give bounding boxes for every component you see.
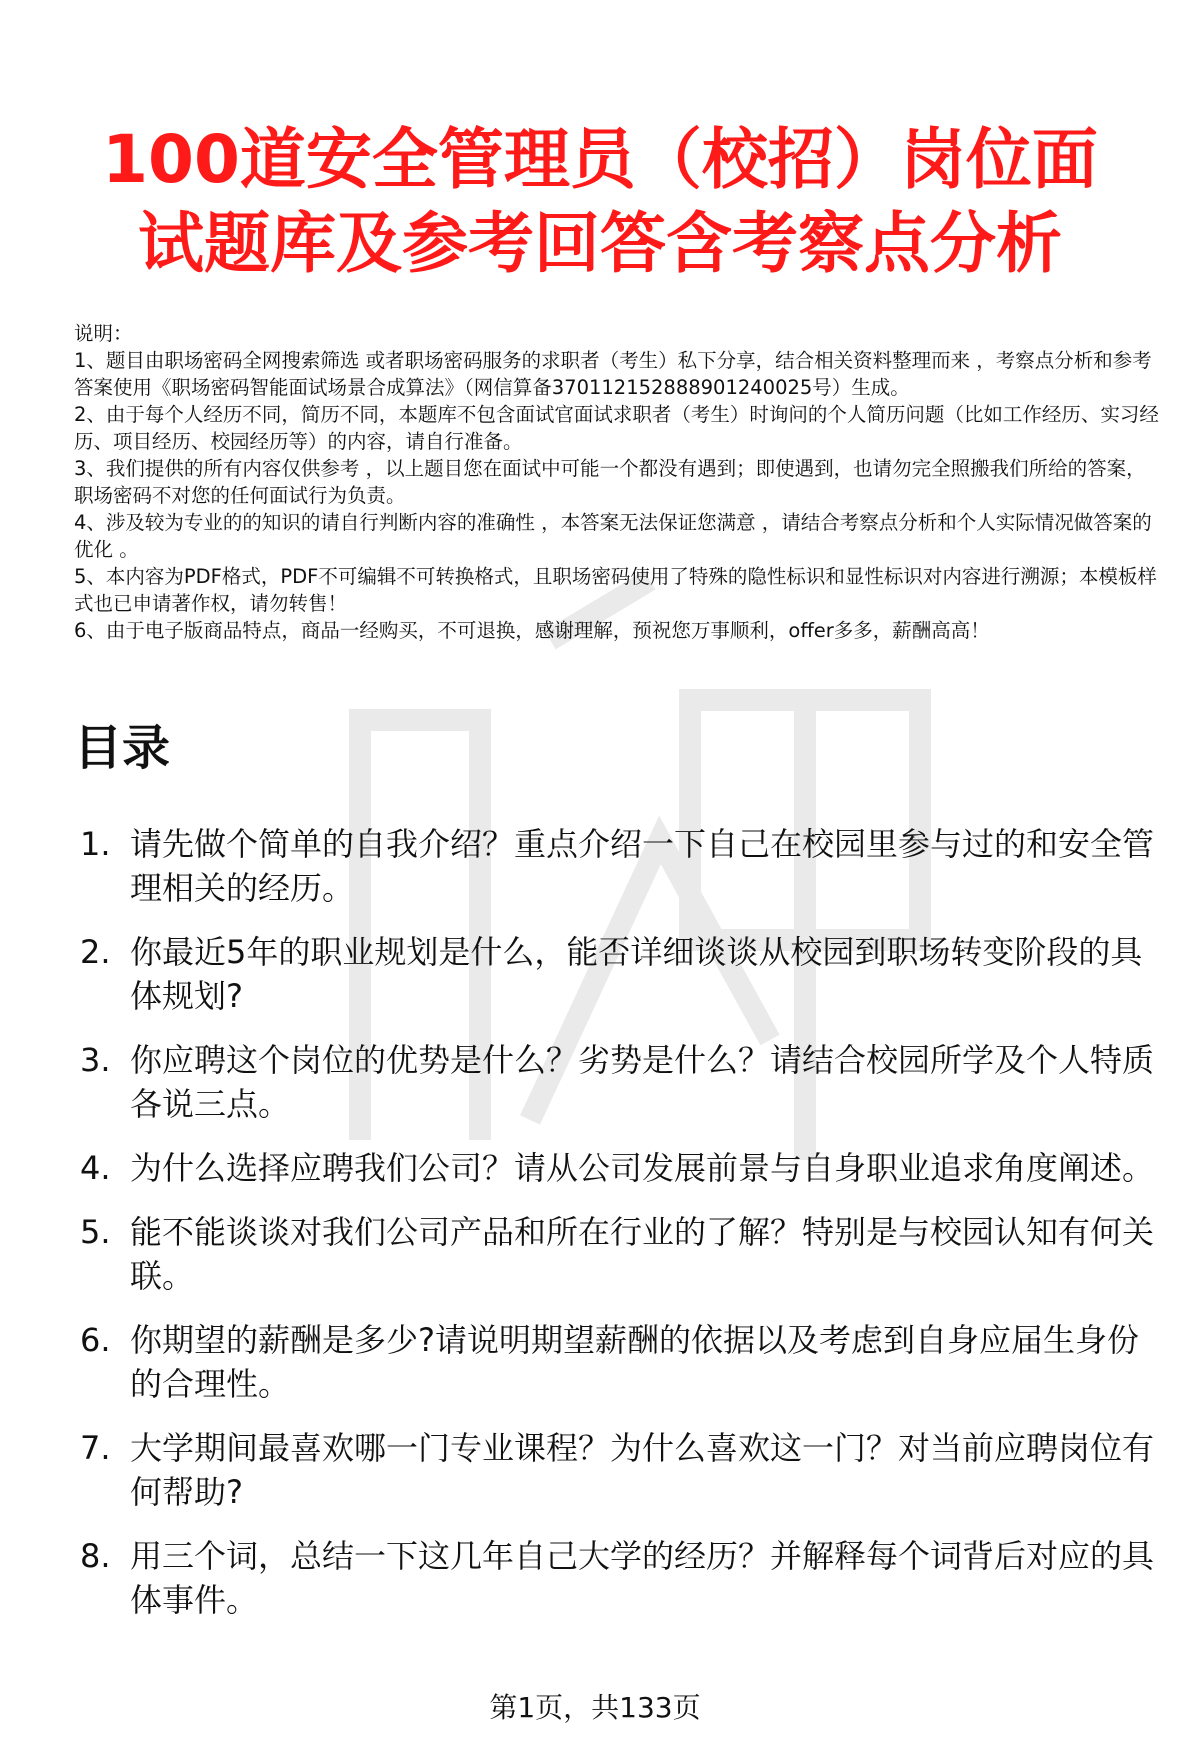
notes-heading: 说明：	[74, 322, 133, 345]
note-item: 1、题目由职场密码全网搜索筛选 或者职场密码服务的求职者（考生）私下分享，结合相关资料整理而来 ，考察点分析和参考答案使用《职场密码智能面试场景合成算法》（网信算备370112152888901240025号）生成。	[74, 349, 1152, 399]
toc-item-number: 1.	[80, 825, 111, 863]
toc-item[interactable]	[74, 1534, 1164, 1622]
toc-item[interactable]	[74, 930, 1164, 1018]
toc-item-text: 你应聘这个岗位的优势是什么？劣势是什么？请结合校园所学及个人特质各说三点。	[130, 1041, 1155, 1123]
toc-item-text: 能不能谈谈对我们公司产品和所在行业的了解？特别是与校园认知有何关联。	[130, 1213, 1155, 1295]
note-item: 3、我们提供的所有内容仅供参考 ，以上题目您在面试中可能一个都没有遇到；即使遇到，也请勿完全照搬我们所给的答案，职场密码不对您的任何面试行为负责。	[74, 457, 1146, 507]
toc-item[interactable]	[74, 1210, 1164, 1298]
toc-item-text: 大学期间最喜欢哪一门专业课程？为什么喜欢这一门？对当前应聘岗位有何帮助?	[130, 1429, 1155, 1511]
toc-item-text: 你期望的薪酬是多少?请说明期望薪酬的依据以及考虑到自身应届生身份的合理性。	[130, 1321, 1139, 1403]
toc-item-text: 为什么选择应聘我们公司？请从公司发展前景与自身职业追求角度阐述。	[130, 1149, 1155, 1187]
toc-item-text: 用三个词，总结一下这几年自己大学的经历？并解释每个词背后对应的具体事件。	[130, 1537, 1155, 1619]
toc-item[interactable]	[74, 822, 1164, 910]
page-number-footer: 第1页，共133页	[489, 1691, 701, 1724]
toc-item-number: 2.	[80, 933, 111, 971]
toc-heading: 目录	[74, 720, 171, 776]
note-item: 2、由于每个人经历不同，简历不同，本题库不包含面试官面试求职者（考生）时询问的个人简历问题（比如工作经历、实习经历、项目经历、校园经历等）的内容，请自行准备。	[74, 403, 1159, 453]
toc-item[interactable]	[74, 1426, 1164, 1514]
toc-item[interactable]	[74, 1146, 1164, 1190]
note-item: 5、本内容为PDF格式，PDF不可编辑不可转换格式，且职场密码使用了特殊的隐性标识和显性标识对内容进行溯源；本模板样式也已申请著作权，请勿转售！	[74, 565, 1157, 615]
toc-item-number: 7.	[80, 1429, 111, 1467]
toc-list	[74, 822, 1164, 1642]
toc-item-number: 3.	[80, 1041, 111, 1079]
toc-item-text: 请先做个简单的自我介绍？重点介绍一下自己在校园里参与过的和安全管理相关的经历。	[130, 825, 1155, 907]
notes-section	[74, 320, 1164, 644]
note-item: 4、涉及较为专业的的知识的请自行判断内容的准确性 ，本答案无法保证您满意 ，请结合考察点分析和个人实际情况做答案的优化 。	[74, 511, 1152, 561]
toc-item-text: 你最近5年的职业规划是什么，能否详细谈谈从校园到职场转变阶段的具体规划?	[130, 933, 1143, 1015]
toc-item[interactable]	[74, 1038, 1164, 1126]
toc-item-number: 4.	[80, 1149, 111, 1187]
document-title: 100道安全管理员（校招）岗位面试题库及参考回答含考察点分析	[102, 121, 1098, 282]
toc-item-number: 8.	[80, 1537, 111, 1575]
note-item: 6、由于电子版商品特点，商品一经购买，不可退换，感谢理解，预祝您万事顺利，offer多多，薪酬高高！	[74, 619, 990, 642]
toc-item[interactable]	[74, 1318, 1164, 1406]
toc-item-number: 6.	[80, 1321, 111, 1359]
toc-item-number: 5.	[80, 1213, 111, 1251]
